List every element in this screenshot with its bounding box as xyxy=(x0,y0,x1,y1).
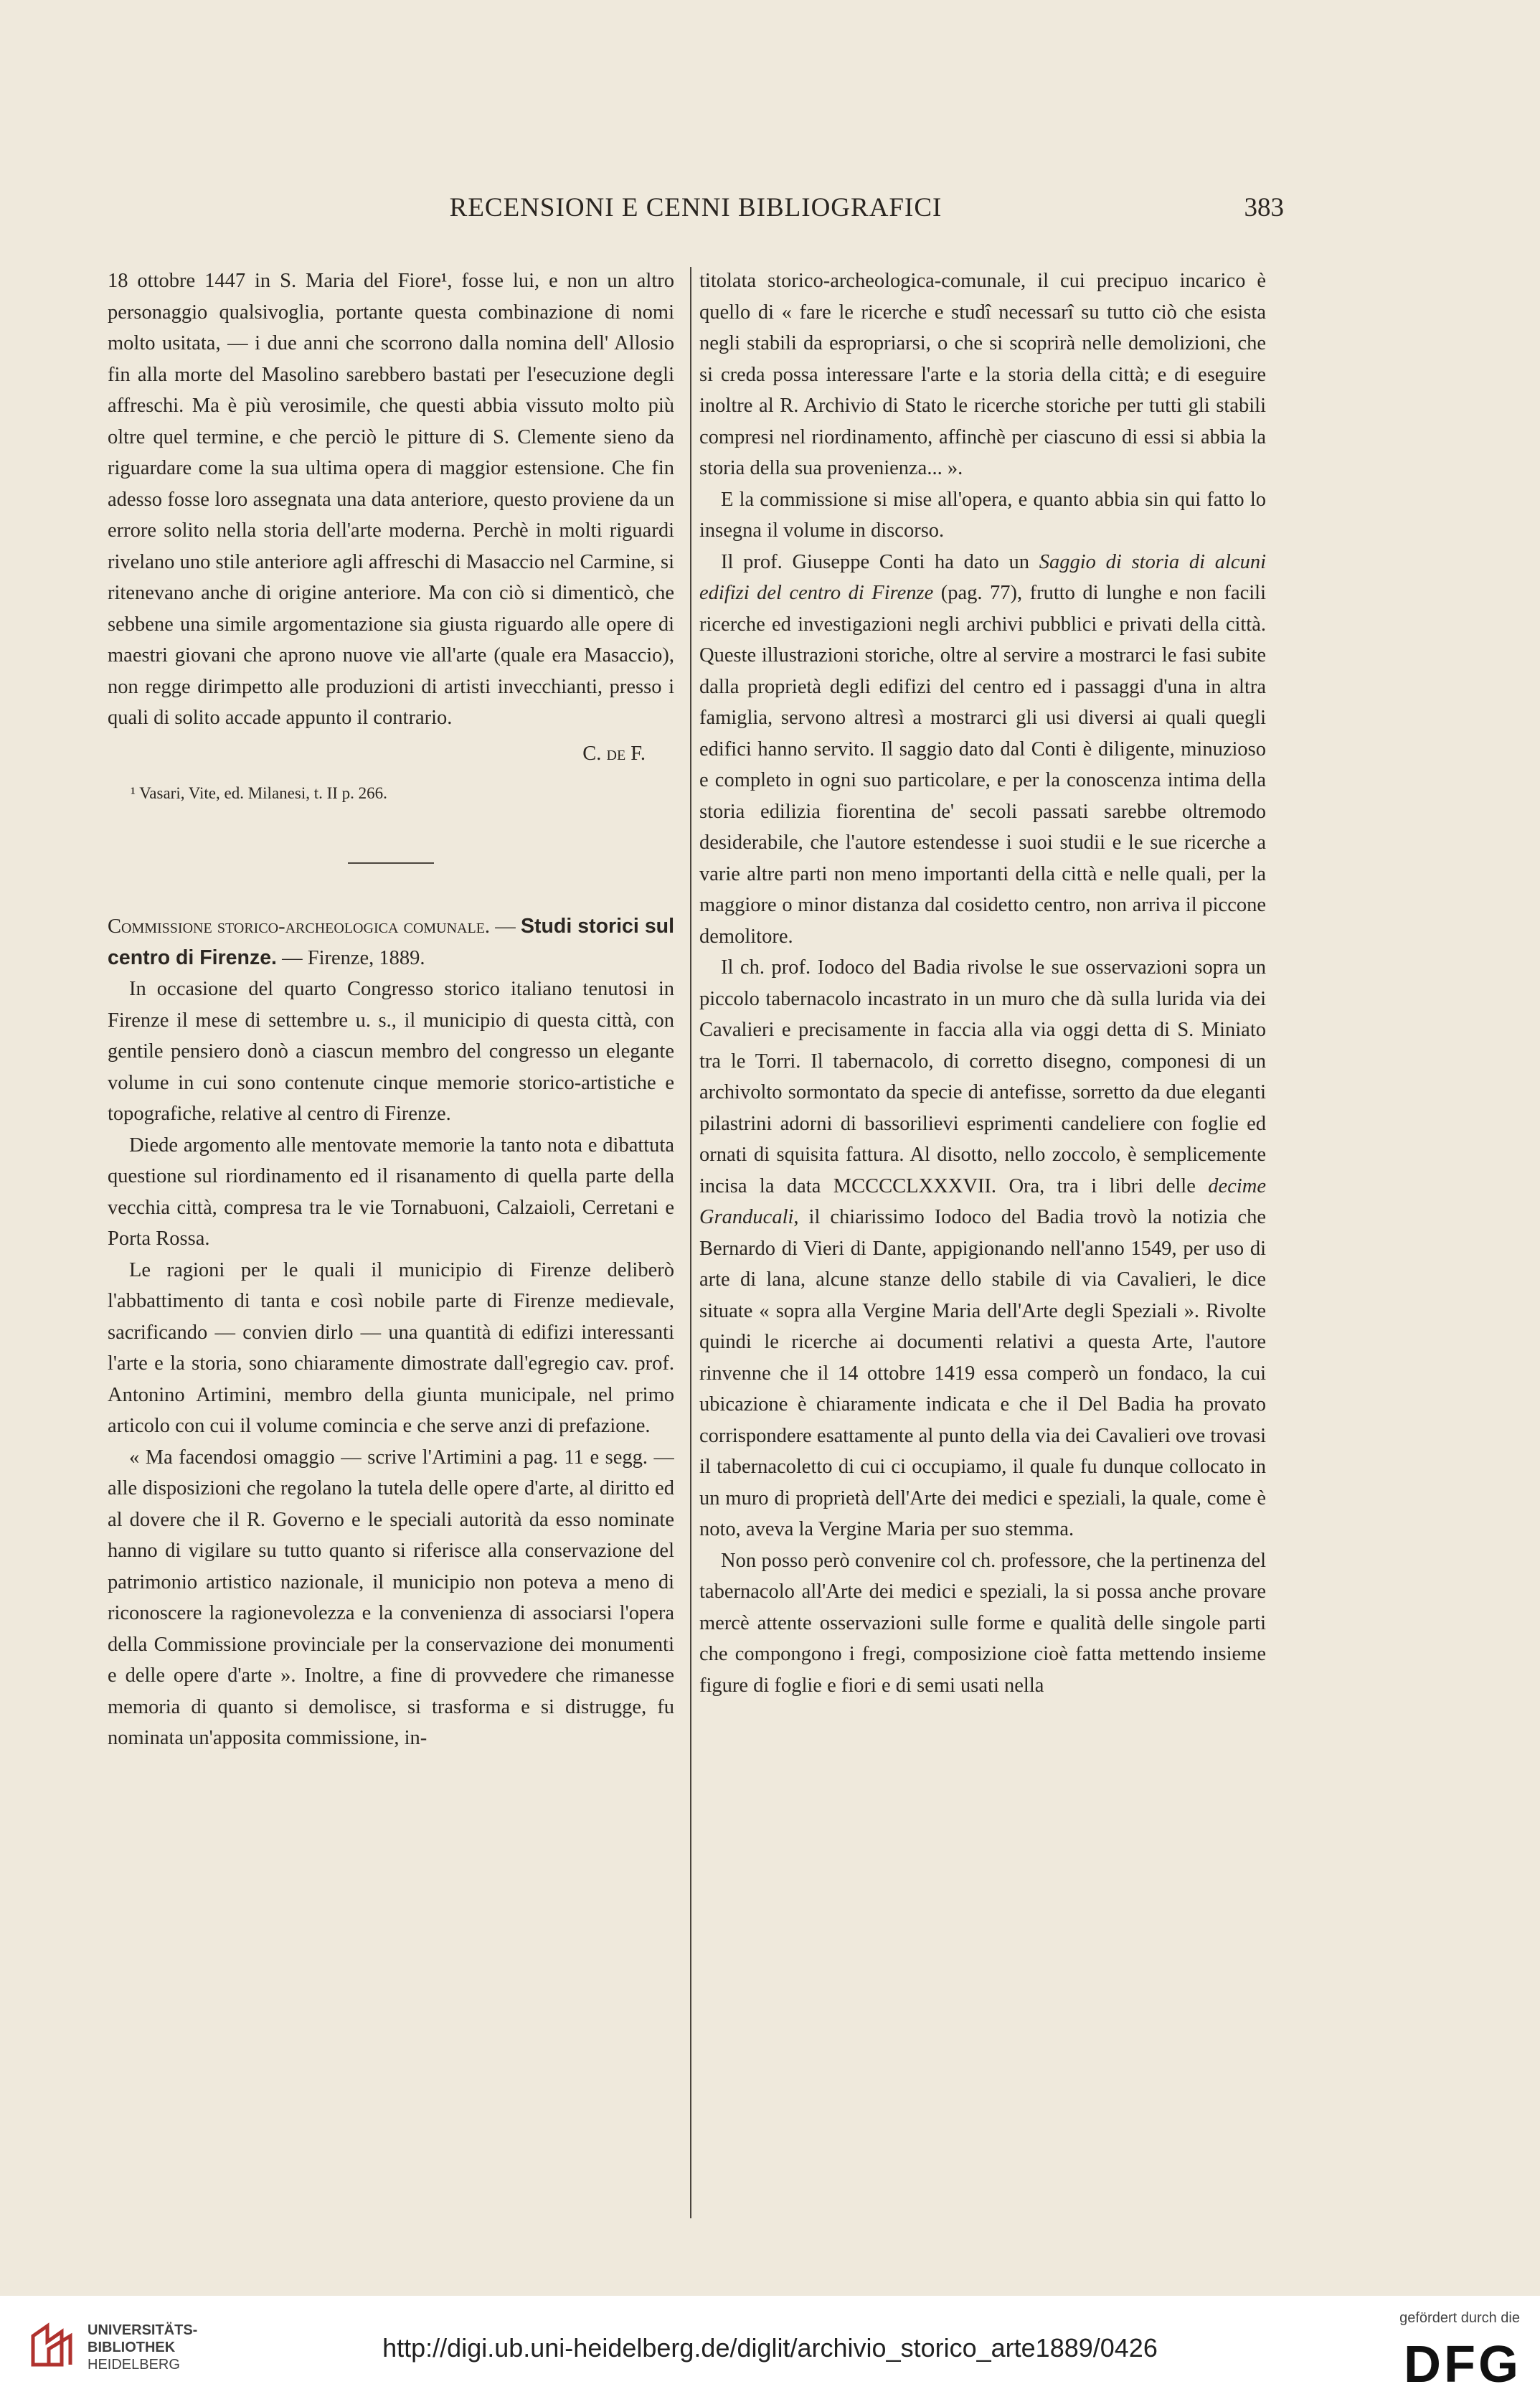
paragraph: « Ma facendosi omaggio — scrive l'Artimini a pag. 11 e segg. — alle disposizioni che regolano la tutela delle opere d'arte, al diritto ed al dovere che il R. Governo e le speciali autorità da esso nominate hanno di vigilare su tutto quanto si riferisce alla conservazione del patrimonio artistico nazionale, il municipio non poteva a meno di riconoscere la ragionevolezza e la convenienza di associarsi l'opera della Commissione provinciale per la conservazione dei monumenti e delle opere d'arte ». Inoltre, a fine di provvedere che rimanesse memoria di quanto si demolisce, si trasforma e si distrugge, fu nominata un'apposita commissione, in- xyxy=(108,1446,674,1749)
paragraph xyxy=(699,952,1266,1545)
paragraph: In occasione del quarto Congresso storico italiano tenutosi in Firenze il mese di settembre u. s., il municipio di questa città, con gentile pensiero donò a ciascun membro del congresso un elegante volume in cui sono contenute cinque memorie storico-artistiche e topografiche, relative al centro di Firenze. xyxy=(108,978,674,1125)
review-author: Commissione storico-archeologica comunale. xyxy=(108,915,491,938)
footnote: ¹ Vasari, Vite, ed. Milanesi, t. II p. 266. xyxy=(131,784,387,802)
running-header xyxy=(108,192,1284,235)
paragraph: Non posso però convenire col ch. professore, che la pertinenza del tabernacolo all'Arte dei medici e speziali, la si possa anche provare mercè attente osservazioni sulle forme e qualità delle singole parti che compongono i fregi, composizione cioè fatta mettendo insieme figure di foglie e fiori e di semi usati nella xyxy=(699,1549,1266,1697)
paragraph xyxy=(699,547,1266,953)
library-name-line: BIBLIOTHEK xyxy=(88,2340,176,2355)
text-run: , il chiarissimo Iodoco del Badia trovò la notizia che Bernardo di Vieri di Dante, appigionando nell'anno 1549, per uso di arte di lana, alcune stanze dello stabile di via Cavalieri, le dice situate « sopra alla Vergine Maria dell'Arte degli Speziali ». Rivolte quindi le ricerche ai documenti relativi a questa Arte, l'autore rinvenne che il 14 ottobre 1419 essa comperò un fondaco, la cui ubicazione è chiaramente indicata e che il Del Badia ha provato corrispondere esattamente al punto della via dei Cavalieri ove trovasi il tabernacoletto di cui ci occupiamo, il quale fu dunque collocato in un muro di proprietà dell'Arte dei medici e speziali, la quale, come è noto, aveva la Vergine Maria per suo stemma. xyxy=(699,1206,1266,1540)
paragraph: 18 ottobre 1447 in S. Maria del Fiore¹, fosse lui, e non un altro personaggio qualsivoglia, portante questa combinazione di nomi molto usitata, — i due anni che scorrono dalla nomina dell' Allosio fin alla morte del Masolino sarebbero bastati per l'esecuzione degli affreschi. Ma è più verosimile, che questi abbia vissuto molto più oltre quel termine, e che perciò le pitture di S. Clemente sieno da riguardare come la sua ultima opera di maggior estensione. Che fin adesso fosse loro assegnata una data anteriore, questo proviene da un errore solito nella storia dell'arte moderna. Perchè in molti riguardi rivelano uno stile anteriore agli affreschi di Masaccio nel Carmine, si ritenevano anche di origine anteriore. Ma con ciò si dimenticò, che sebbene una simile argomentazione sia giusta riguardo alle opere di maestri giovani che aprono nuove vie all'arte (quale era Masaccio), non regge dirimpetto alle produzioni di artisti invecchianti, presso i quali di solito accade appunto il contrario. xyxy=(108,270,674,729)
column-rule xyxy=(690,267,691,2218)
review-title: Studi storici sul centro di Firenze. xyxy=(108,915,674,969)
paragraph: titolata storico-archeologica-comunale, il cui precipuo incarico è quello di « fare le ricerche e studî necessarî su tutto ciò che esista negli stabili da espropriarsi, o che si scoprirà nelle demolizioni, che si creda possa interessare l'arte e la storia della città; e di eseguire inoltre al R. Archivio di Stato le ricerche storiche per tutti gli stabili compresi nel riordinamento, affinchè per ciascuno di essi si abbia la storia della sua provenienza... ». xyxy=(699,270,1266,479)
page-number: 383 xyxy=(1244,193,1284,222)
right-column xyxy=(699,265,1266,2217)
running-title: RECENSIONI E CENNI BIBLIOGRAFICI xyxy=(449,193,943,222)
review-heading xyxy=(108,911,674,974)
dfg-logo: DFG xyxy=(1404,2336,1521,2393)
review-dash: — xyxy=(490,915,521,938)
section-divider xyxy=(348,862,434,864)
text-run: (pag. 77), frutto di lunghe e non facili ricerche ed investigazioni negli archivi pubblici e privati della città. Queste illustrazioni storiche, oltre al servire a mostrarci le fasi subite dalla proprietà degli edifizi del centro ed i passaggi d'una in altra famiglia, servono altresì a mostrarci gli usi diversi ai quali quegli edifici hanno servito. Il saggio dato dal Conti è diligente, minuzioso e completo in ogni suo particolare, e per la conoscenza intima della storia edilizia fiorentina de' secoli passati sarebbe oltremodo desiderabile, che l'autore estendesse i suoi studii e le sue ricerche a varie altre parti non meno importanti della città e nelle quali, per la maggiore o minor distanza dal cosidetto centro, non arriva il piccone demolitore. xyxy=(699,582,1266,948)
left-column xyxy=(108,265,674,2217)
paragraph: Diede argomento alle mentovate memorie la tanto nota e dibattuta questione sul riordinamento ed il risanamento di quella parte della vecchia città, compresa tra le vie Tornabuoni, Calzaioli, Cerretani e Porta Rossa. xyxy=(108,1134,674,1250)
footer-bar xyxy=(0,2296,1540,2407)
permalink[interactable]: http://digi.ub.uni-heidelberg.de/diglit/archivio_storico_arte1889/0426 xyxy=(382,2333,1158,2363)
author-signature: C. de F. xyxy=(582,742,646,765)
text-run: Il ch. prof. Iodoco del Badia rivolse le sue osservazioni sopra un piccolo tabernacolo incastrato in un muro che dà sulla lurida via dei Cavalieri e precisamente in faccia alla via oggi detta di S. Miniato tra le Torri. Il tabernacolo, di corretto disegno, componesi di un archivolto sormontato da specie di antefisse, sorretto da due eleganti pilastrini adorni di bassorilievi esprimenti candeliere con foglie ed ornati di squisita fattura. Al disotto, nello zoccolo, è semplicemente incisa la data MCCCCLXXXVII. Ora, tra i libri delle xyxy=(699,956,1266,1197)
review-place: — Firenze, 1889. xyxy=(276,946,425,969)
text-run: Il prof. Giuseppe Conti ha dato un xyxy=(721,550,1039,573)
paragraph: E la commissione si mise all'opera, e quanto abbia sin qui fatto lo insegna il volume in discorso. xyxy=(699,488,1266,542)
library-name-line: UNIVERSITÄTS- xyxy=(88,2322,198,2338)
library-name-line: HEIDELBERG xyxy=(88,2357,180,2373)
funding-label: gefördert durch die xyxy=(1399,2310,1520,2326)
work-title: Saggio di storia di alcuni edifizi del centro di Firenze xyxy=(699,550,1266,604)
work-title: decime Granducali xyxy=(699,1174,1266,1228)
paragraph: Le ragioni per le quali il municipio di Firenze deliberò l'abbattimento di tanta e così nobile parte di Firenze medievale, sacrificando — convien dirlo — una quantità di edifizi interessanti l'arte e la storia, sono chiaramente dimostrate dall'egregio cav. prof. Antonino Artimini, membro della giunta municipale, nel primo articolo con cui il volume comincia e che serve anzi di prefazione. xyxy=(108,1258,674,1437)
